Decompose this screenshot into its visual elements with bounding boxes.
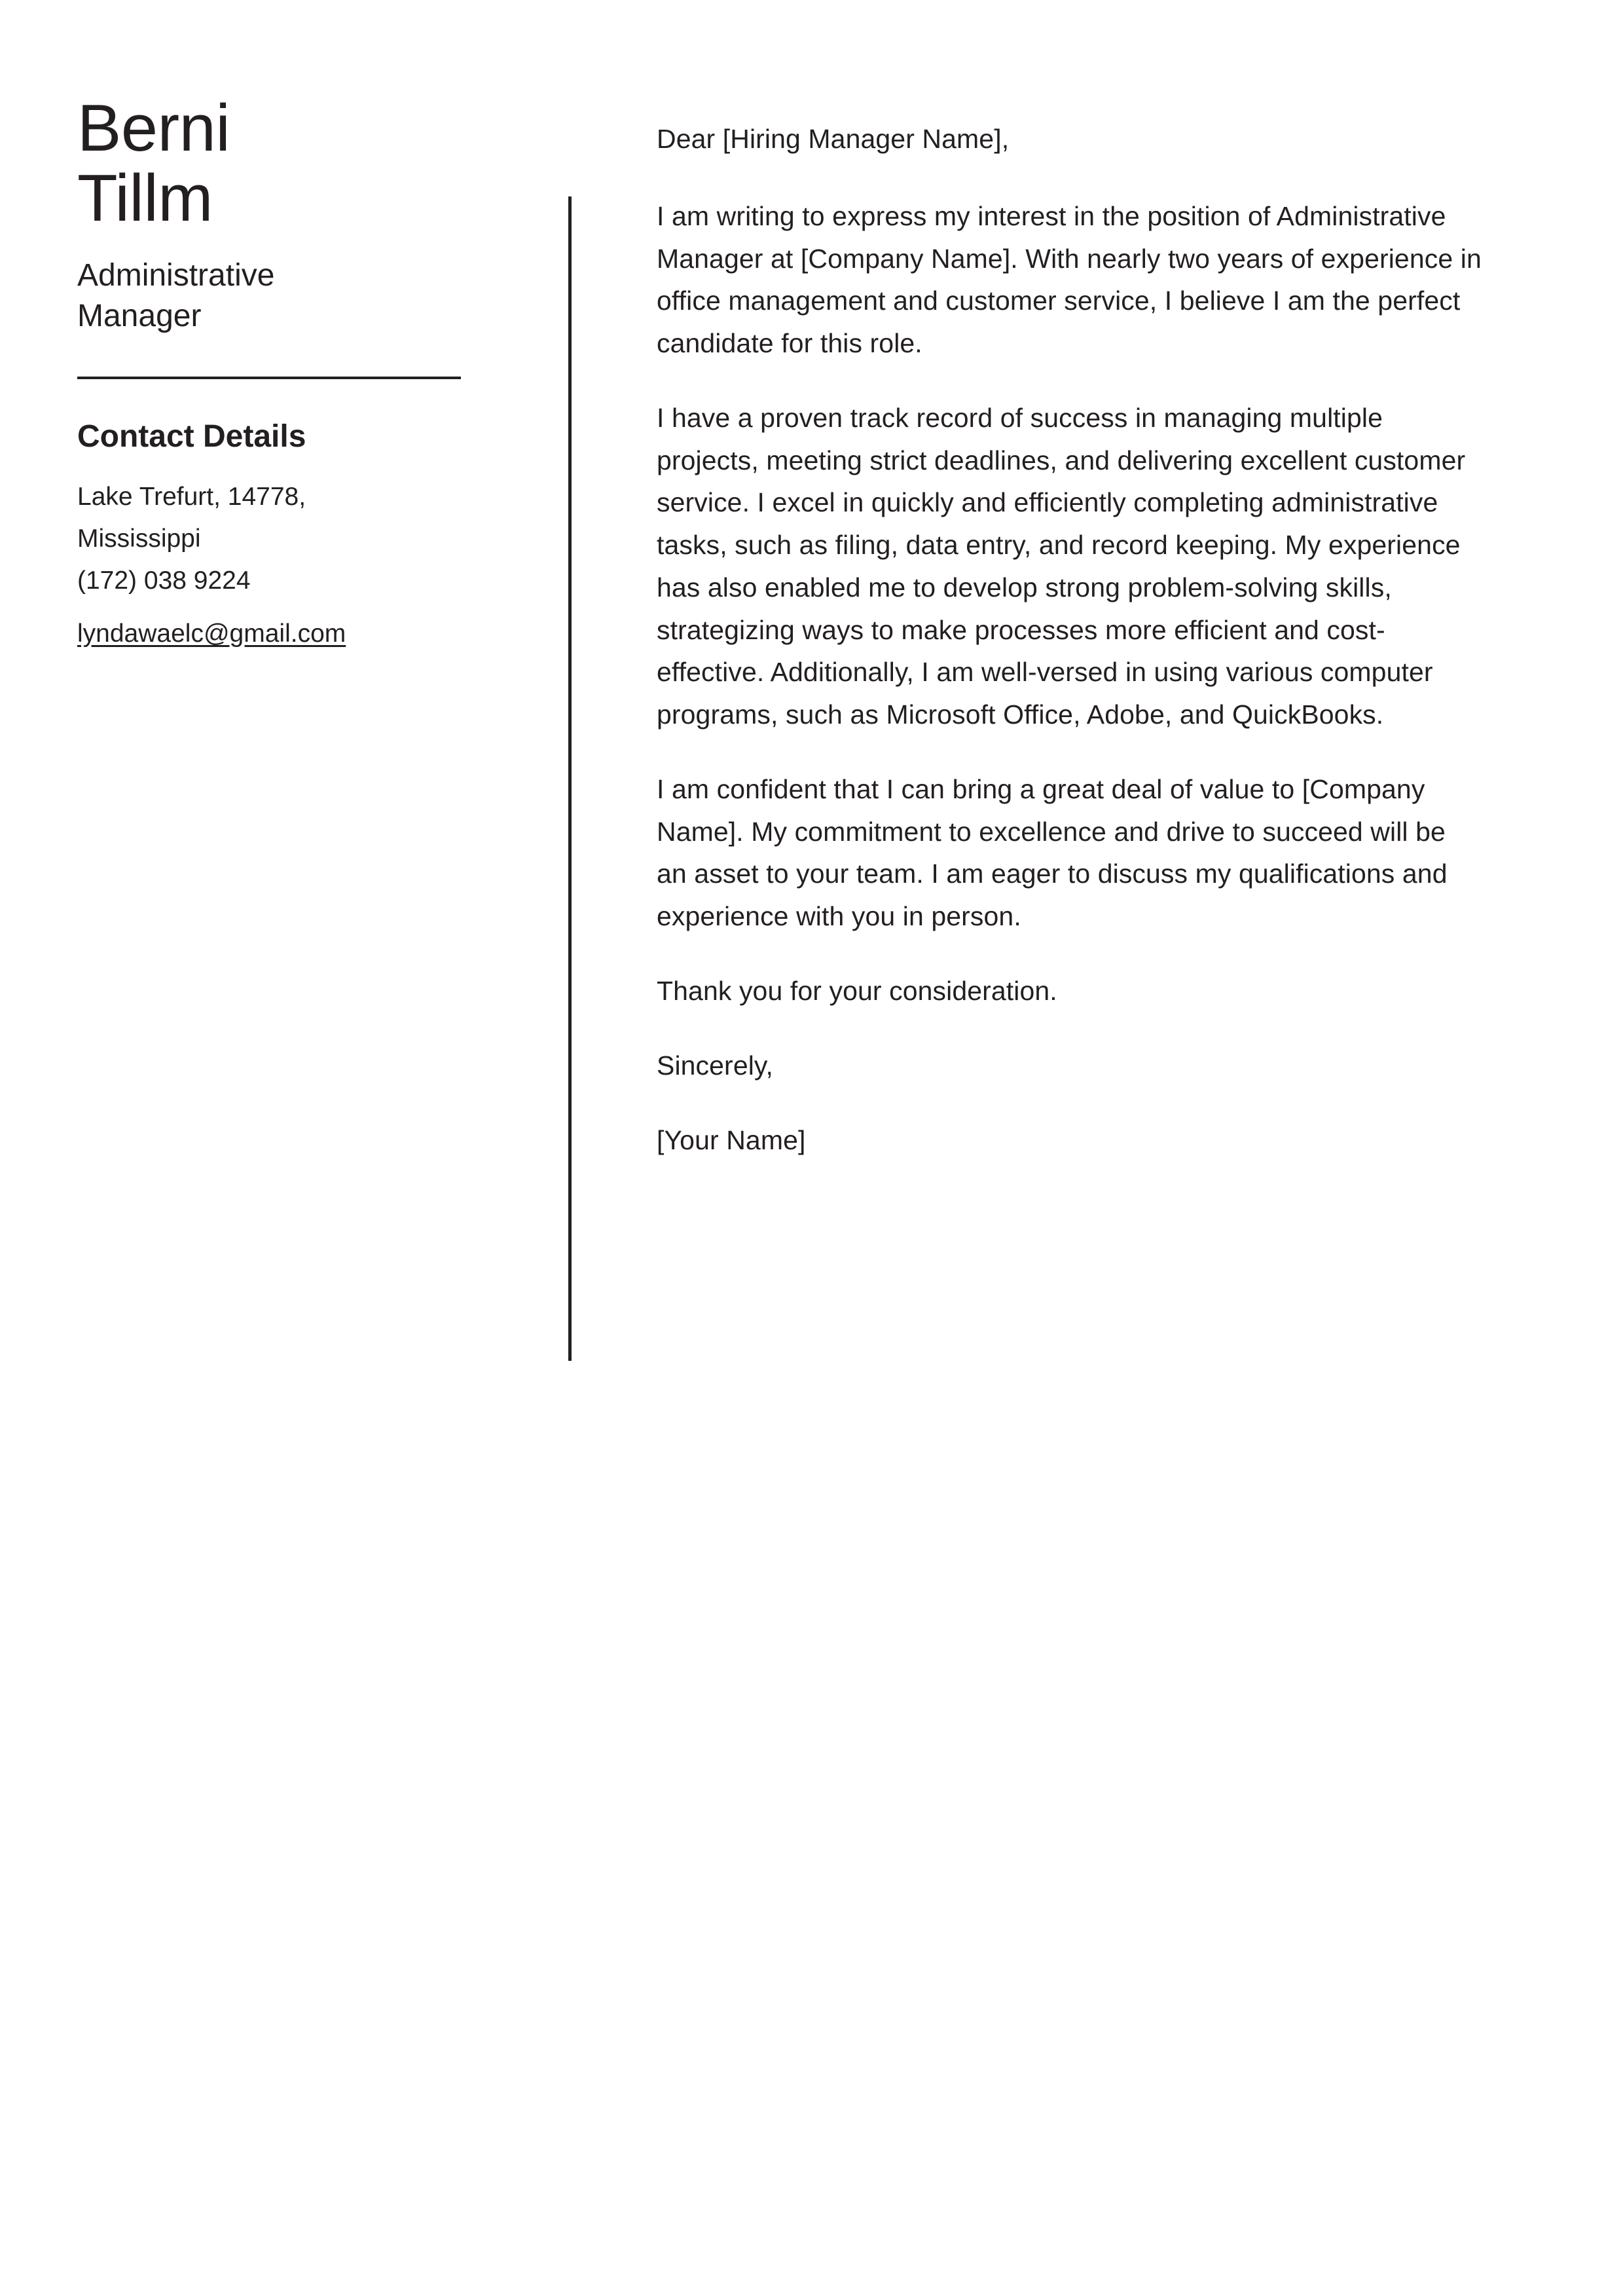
- job-title: Administrative Manager: [77, 258, 275, 333]
- vertical-rule: [568, 196, 572, 1361]
- address-line-1: Lake Trefurt, 14778,: [77, 483, 306, 511]
- address-line-2: Mississippi: [77, 525, 201, 553]
- phone-number: (172) 038 9224: [77, 566, 251, 595]
- contact-details-heading: Contact Details: [77, 419, 306, 454]
- last-name: Tillm: [77, 162, 213, 236]
- letter-signature: [Your Name]: [657, 1124, 806, 1155]
- letter-paragraph-1: I am writing to express my interest in the position of Administrative Manager at [Company Name]. With nearly two years of experience in office management and customer service, I believe I am the perfect candidate for this role.: [657, 200, 1482, 359]
- letter-closing: Sincerely,: [657, 1050, 773, 1081]
- contact-details-list: [77, 476, 470, 653]
- candidate-name: [77, 92, 470, 236]
- divider: [77, 377, 461, 379]
- letter-salutation: Dear [Hiring Manager Name],: [657, 124, 1010, 154]
- letter-thanks: Thank you for your consideration.: [657, 976, 1057, 1007]
- letter-paragraph-2: I have a proven track record of success in managing multiple projects, meeting strict deadlines, and delivering excellent customer service. I excel in quickly and efficiently completing administrative tasks, such as filing, data entry, and record keeping. My experience has also enabled me to develop strong problem-solving skills, strategizing ways to make processes more efficient and cost-effective. Additionally, I am well-versed in using various computer programs, such as Microsoft Office, Adobe, and QuickBooks.: [657, 402, 1466, 730]
- email-link[interactable]: lyndawaelc@gmail.com: [77, 619, 346, 648]
- sidebar: [77, 92, 470, 653]
- first-name: Berni: [77, 92, 230, 165]
- letter-paragraph-3: I am confident that I can bring a great deal of value to [Company Name]. My commitment to excellence and drive to succeed will be an asset to your team. I am eager to discuss my qualifications and experience with you in person.: [657, 773, 1448, 932]
- letter-body: [657, 118, 1482, 1161]
